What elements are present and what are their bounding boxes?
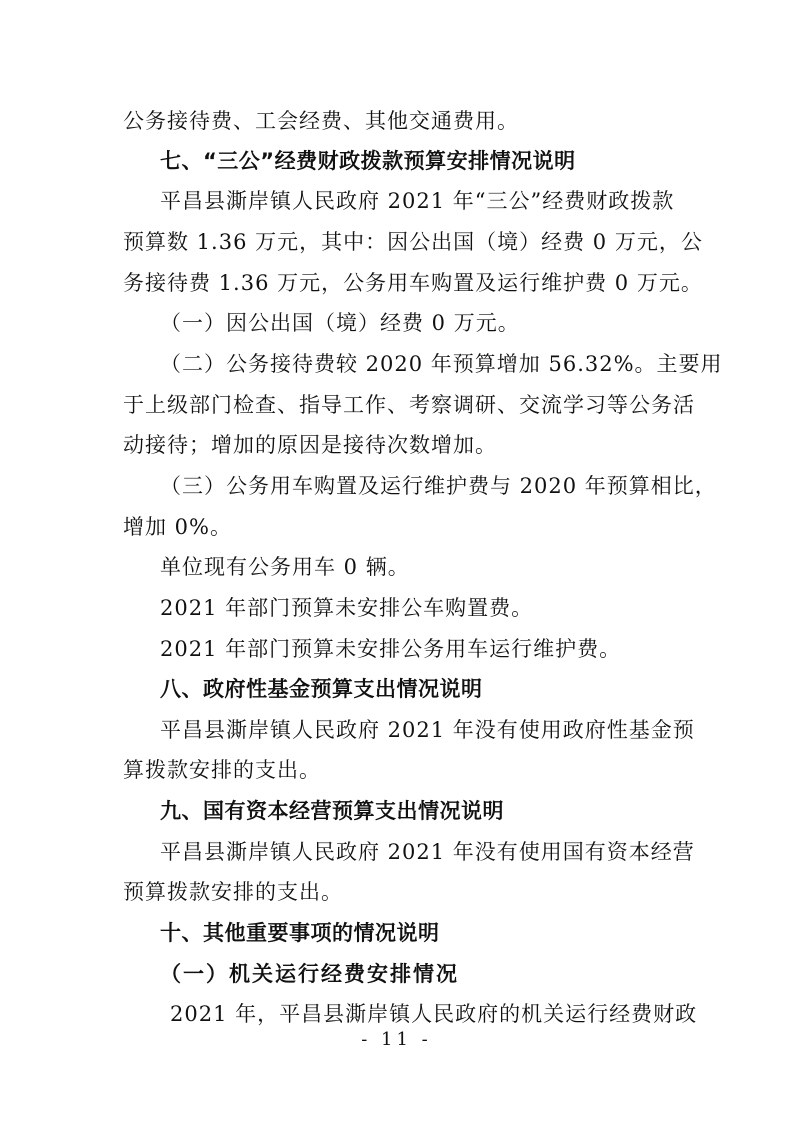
section-heading-seven: 七、“三公”经费财政拨款预算安排情况说明 [160, 149, 576, 173]
body-text-line: 2021 年部门预算未安排公车购置费。 [160, 596, 534, 620]
body-text-line: 预算拨款安排的支出。 [123, 880, 343, 904]
section-heading-eight: 八、政府性基金预算支出情况说明 [160, 677, 483, 701]
body-text-line: 于上级部门检查、指导工作、考察调研、交流学习等公务活 [123, 393, 695, 417]
section-heading-nine: 九、国有资本经营预算支出情况说明 [160, 799, 504, 823]
body-text-line: （一）因公出国（境）经费 0 万元。 [160, 311, 520, 335]
body-text-line: 预算数 1.36 万元，其中：因公出国（境）经费 0 万元，公 [123, 230, 703, 254]
section-heading-ten: 十、其他重要事项的情况说明 [160, 921, 440, 945]
body-text-line: 2021 年，平昌县澌岸镇人民政府的机关运行经费财政 [170, 1002, 698, 1026]
body-text-line: 平昌县澌岸镇人民政府 2021 年“三公”经费财政拨款 [160, 189, 675, 213]
body-text-line: 算拨款安排的支出。 [123, 758, 321, 782]
body-text-line: 单位现有公务用车 0 辆。 [160, 555, 410, 579]
subsection-heading: （一）机关运行经费安排情况 [160, 962, 459, 986]
body-text-line: 务接待费 1.36 万元，公务用车购置及运行维护费 0 万元。 [123, 271, 703, 295]
body-text-line: 动接待；增加的原因是接待次数增加。 [123, 433, 497, 457]
body-text-line: 平昌县澌岸镇人民政府 2021 年没有使用政府性基金预 [160, 718, 695, 742]
body-text-line: 增加 0%。 [123, 515, 232, 539]
page-number: - 11 - [361, 1029, 432, 1050]
body-text-line: 2021 年部门预算未安排公务用车运行维护费。 [160, 637, 622, 661]
body-text-line: 平昌县澌岸镇人民政府 2021 年没有使用国有资本经营 [160, 840, 695, 864]
body-text-line: （三）公务用车购置及运行维护费与 2020 年预算相比， [160, 474, 717, 498]
body-text-line: （二）公务接待费较 2020 年预算增加 56.32%。主要用 [160, 352, 723, 376]
body-text-line: 公务接待费、工会经费、其他交通费用。 [123, 109, 519, 133]
